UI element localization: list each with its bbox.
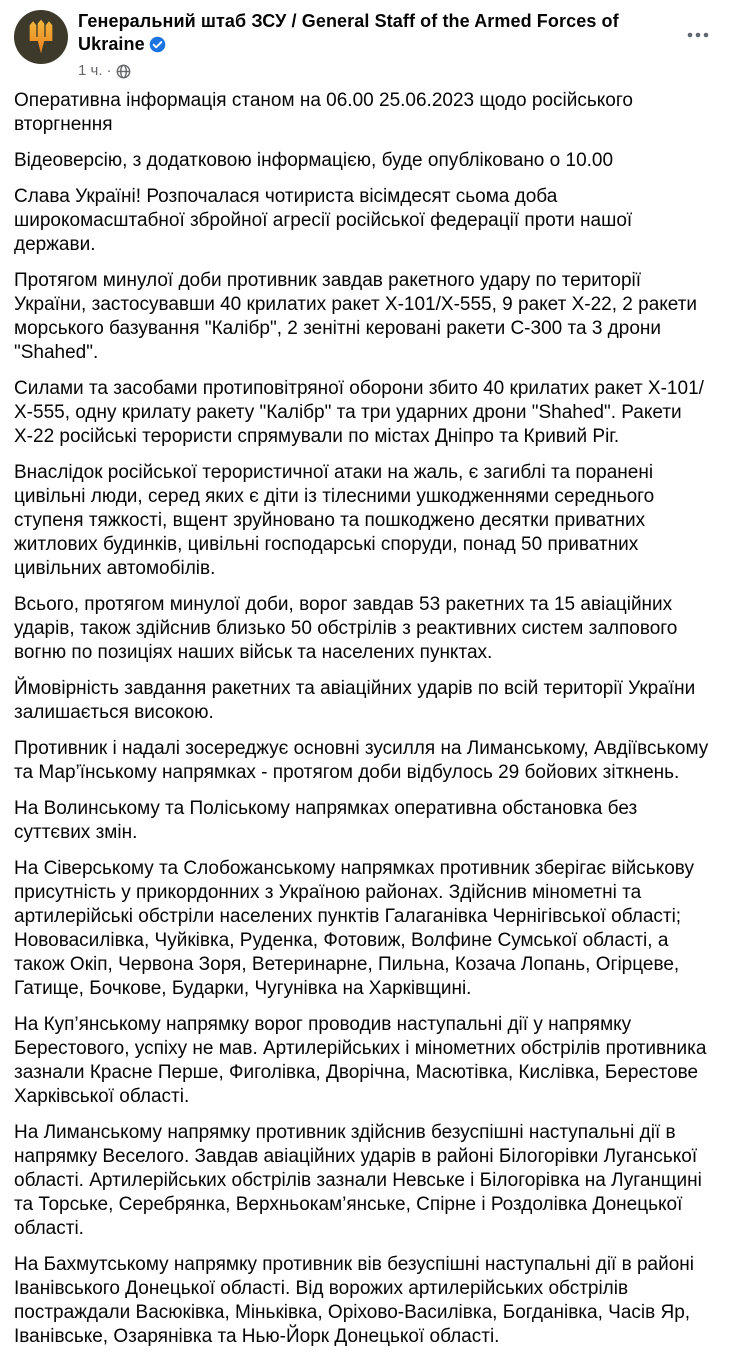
post-meta (78, 61, 630, 80)
post-paragraph: На Волинському та Поліському напрямках оперативна обстановка без суттєвих змін. (14, 798, 638, 843)
post-paragraph: Всього, протягом минулої доби, ворог завдав 53 ракетних та 15 авіаційних ударів, також здійснив близько 50 обстрілів з реактивних систем залпового вогню по позиціях наших військ та населених пунктах. (14, 594, 678, 663)
page-name-link[interactable]: Генеральний штаб ЗСУ / General Staff of the Armed Forces of Ukraine (78, 11, 619, 54)
post-paragraph: Відеоверсію, з додатковою інформацією, буде опубліковано о 10.00 (14, 150, 614, 171)
globe-icon (116, 64, 131, 79)
post-body (0, 80, 732, 1349)
meta-separator: · (106, 62, 112, 79)
post-paragraph: Протягом минулої доби противник завдав ракетного удару по території України, застосувавши 40 крилатих ракет Х-101/Х-555, 9 ракет Х-22, 2 ракети морського базування "Калібр", 2 зенітні керовані ракети С-300 та 3 дрони "Shahed". (14, 270, 698, 363)
post-header (0, 0, 732, 80)
trident-emblem-icon (24, 17, 58, 57)
post-paragraph: Противник і надалі зосереджує основні зусилля на Лиманському, Авдіївському та Мар’їнському напрямках - протягом доби відбулось 29 бойових зіткнень. (14, 738, 709, 783)
post-paragraph: Слава Україні! Розпочалася чотириста вісімдесят сьома доба широкомасштабної збройної агресії російської федерації проти нашої держави. (14, 186, 633, 255)
post-paragraph: Ймовірність завдання ракетних та авіаційних ударів по всій території України залишається високою. (14, 678, 696, 723)
page-avatar[interactable] (14, 10, 68, 64)
post-paragraph: Оперативна інформація станом на 06.00 25.06.2023 щодо російського вторгнення (14, 90, 633, 135)
post-paragraph: На Куп’янському напрямку ворог проводив наступальні дії у напрямку Берестового, успіху не мав. Артилерійських і мінометних обстрілів противника зазнали Красне Перше, Фиголівка, Дворічна, Масютівка, Кислівка, Берестове Харківської області. (14, 1014, 707, 1107)
post-header-info (78, 10, 680, 80)
verified-badge-icon (149, 36, 166, 59)
post-paragraph: Силами та засобами протиповітряної оборони збито 40 крилатих ракет Х-101/Х-555, одну крилату ракету "Калібр" та три ударних дрони "Shahed". Ракети Х-22 російські терористи спрямували по містах Дніпро та Кривий Ріг. (14, 378, 704, 447)
post-paragraph: На Сіверському та Слобожанському напрямках противник зберігає військову присутність у прикордонних з Україною районах. Здійснив мінометні та артилерійські обстріли населених пунктів Галаганівка Чернігівської області; Нововасилівка, Чуйківка, Руденка, Фотовиж, Волфине Сумської області, а також Окіп, Червона Зоря, Ветеринарне, Пильна, Козача Лопань, Огірцеве, Гатище, Бочкове, Бударки, Чугунівка на Харківщині. (14, 858, 694, 999)
post-paragraph: На Бахмутському напрямку противник вів безуспішні наступальні дії в районі Іванівського Донецької області. Від ворожих артилерійських обстрілів постраждали Васюківка, Міньківка, Оріхово-Василівка, Богданівка, Часів Яр, Іванівське, Озарянівка та Нью-Йорк Донецької області. (14, 1254, 694, 1347)
post-paragraph: На Лиманському напрямку противник здійснив безуспішні наступальні дії в напрямку Веселого. Завдав авіаційних ударів в районі Білогорівки Луганської області. Артилерійських обстрілів зазнали Невське і Білогорівка на Луганщині та Торське, Серебрянка, Верхньокам’янське, Спірне і Роздолівка Донецької області. (14, 1122, 702, 1239)
post-timestamp[interactable]: 1 ч. (78, 62, 103, 79)
page-name-row (78, 10, 630, 59)
post-options-button[interactable] (680, 16, 716, 52)
post-paragraph: Внаслідок російської терористичної атаки на жаль, є загиблі та поранені цивільні люди, серед яких є діти із тілесними ушкодженнями середнього ступеня тяжкості, вщент зруйновано та пошкоджено десятки приватних житлових будинків, цивільні господарські споруди, понад 50 приватних цивільних автомобілів. (14, 462, 655, 579)
ellipsis-icon (687, 25, 709, 43)
